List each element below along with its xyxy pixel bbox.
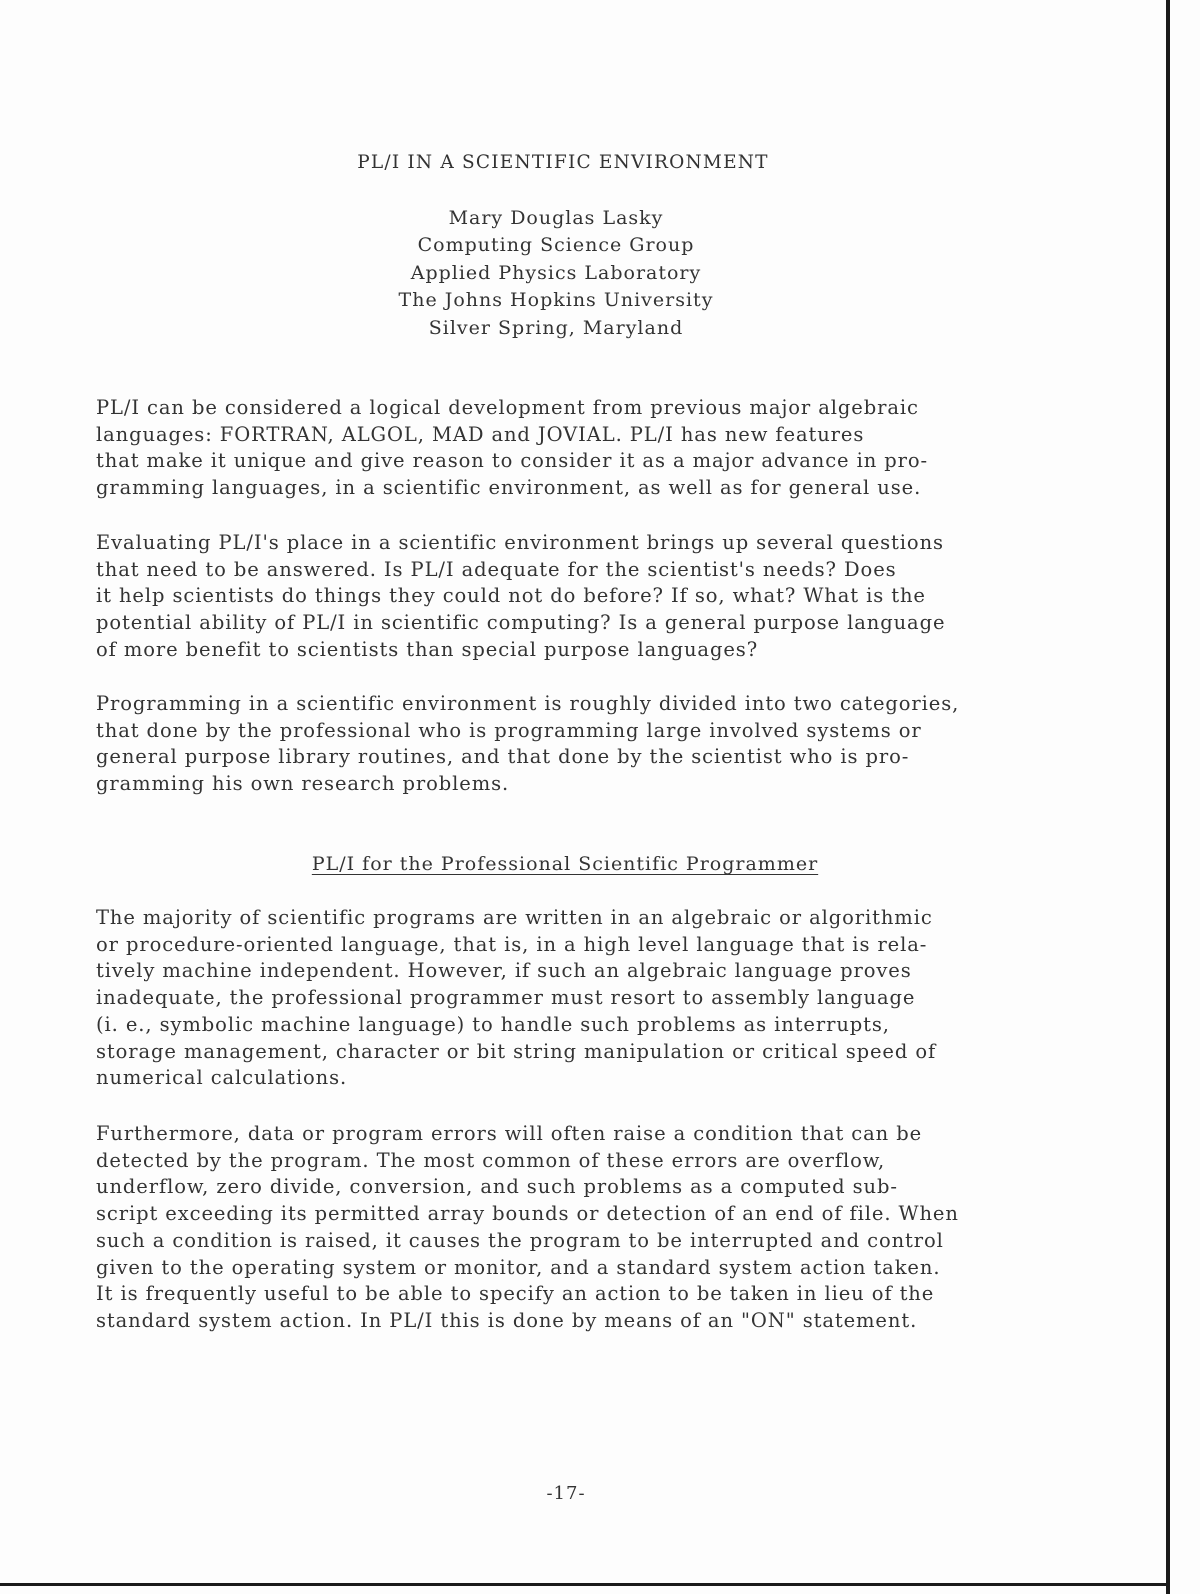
- text-line: that make it unique and give reason to consider it as a major advance in pro-: [96, 449, 928, 473]
- text-line: Programming in a scientific environment is roughly divided into two categories,: [96, 692, 960, 715]
- text-line: Evaluating PL/I's place in a scientific environment brings up several questions: [96, 531, 944, 554]
- paragraph-programming: [96, 691, 1096, 798]
- paragraph-intro: [96, 395, 1096, 502]
- text-line: it help scientists do things they could not do before? If so, what? What is the: [96, 584, 926, 608]
- document-title: PL/I IN A SCIENTIFIC ENVIRONMENT: [357, 152, 769, 173]
- author-name: Mary Douglas Lasky: [448, 207, 664, 229]
- section-heading: [0, 853, 1130, 875]
- text-line: detected by the program. The most common of these errors are overflow,: [96, 1148, 886, 1172]
- text-line: PL/I can be considered a logical development from previous major algebraic: [96, 396, 919, 419]
- paragraph-majority: [96, 905, 1096, 1092]
- text-line: storage management, character or bit string manipulation or critical speed of: [96, 1039, 937, 1063]
- page-right-border: [1166, 0, 1170, 1594]
- text-line: gramming his own research problems.: [96, 772, 510, 796]
- text-line: Furthermore, data or program errors will often raise a condition that can be: [96, 1122, 923, 1145]
- paragraph-furthermore: [96, 1121, 1096, 1335]
- page-bottom-border: [0, 1583, 1170, 1586]
- text-line: languages: FORTRAN, ALGOL, MAD and JOVIAL. PL/I has new features: [96, 422, 865, 446]
- text-line: underflow, zero divide, conversion, and such problems as a computed sub-: [96, 1175, 898, 1199]
- text-line: standard system action. In PL/I this is done by means of an "ON" statement.: [96, 1308, 918, 1332]
- text-line: The majority of scientific programs are written in an algebraic or algorithmic: [96, 906, 933, 929]
- text-line: such a condition is raised, it causes the program to be interrupted and control: [96, 1228, 944, 1252]
- author-university: The Johns Hopkins University: [398, 289, 714, 312]
- text-line: general purpose library routines, and that done by the scientist who is pro-: [96, 745, 910, 769]
- text-line: (i. e., symbolic machine language) to handle such problems as interrupts,: [96, 1012, 890, 1036]
- text-line: tively machine independent. However, if such an algebraic language proves: [96, 959, 912, 983]
- text-line: gramming languages, in a scientific environment, as well as for general use.: [96, 476, 922, 500]
- text-line: of more benefit to scientists than special purpose languages?: [96, 637, 759, 661]
- paragraph-evaluating: [96, 530, 1096, 664]
- text-line: inadequate, the professional programmer must resort to assembly language: [96, 986, 916, 1010]
- author-group: Computing Science Group: [417, 234, 695, 257]
- text-line: or procedure-oriented language, that is, in a high level language that is rela-: [96, 932, 928, 956]
- text-line: It is frequently useful to be able to specify an action to be taken in lieu of the: [96, 1282, 935, 1306]
- text-line: script exceeding its permitted array bounds or detection of an end of file. When: [96, 1202, 959, 1226]
- text-line: that need to be answered. Is PL/I adequate for the scientist's needs? Does: [96, 557, 897, 581]
- text-line: potential ability of PL/I in scientific computing? Is a general purpose language: [96, 611, 946, 635]
- author-laboratory: Applied Physics Laboratory: [410, 261, 702, 284]
- author-block: [0, 205, 1112, 342]
- text-line: that done by the professional who is programming large involved systems or: [96, 718, 922, 742]
- text-line: given to the operating system or monitor, and a standard system action taken.: [96, 1255, 941, 1279]
- page-number: -17-: [546, 1483, 586, 1504]
- text-line: numerical calculations.: [96, 1066, 348, 1090]
- author-location: Silver Spring, Maryland: [428, 316, 684, 339]
- section-heading-text: PL/I for the Professional Scientific Programmer: [311, 853, 819, 875]
